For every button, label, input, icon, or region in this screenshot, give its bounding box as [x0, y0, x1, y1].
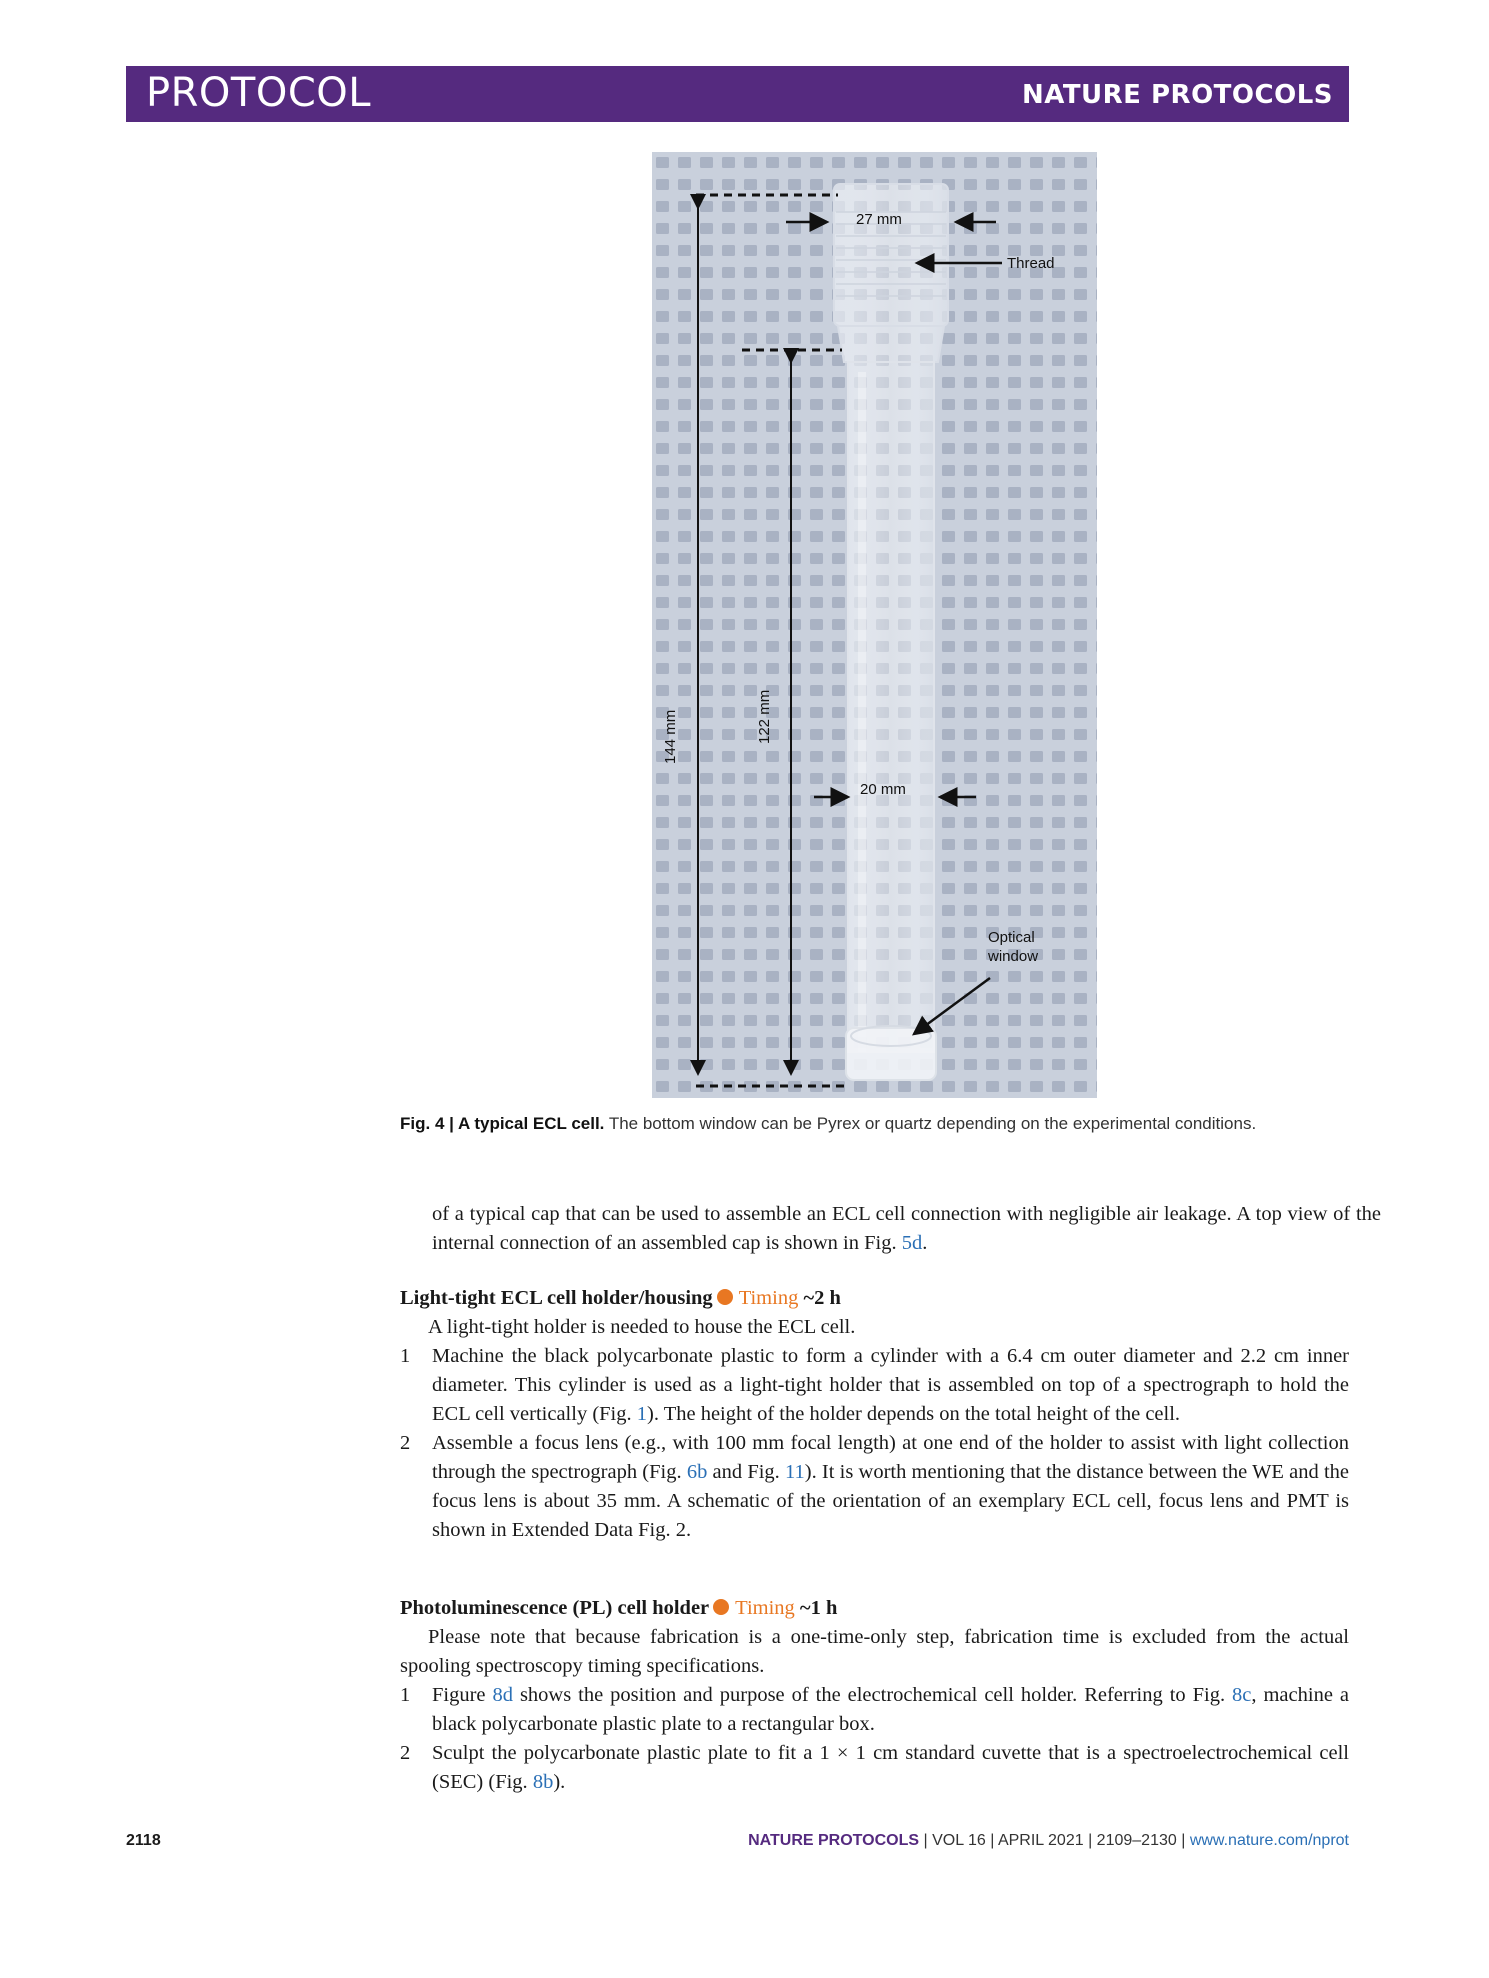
- continuation-text: of a typical cap that can be used to assemble an ECL cell connection with negligible air leakage. A top view of the internal connection of an assembled cap is shown in Fig.: [432, 1203, 1381, 1254]
- section-heading: [400, 1594, 1349, 1623]
- caption-text: The bottom window can be Pyrex or quartz depending on the experimental conditions.: [604, 1114, 1257, 1133]
- fig-ref-1[interactable]: 1: [636, 1403, 647, 1425]
- timing-label: Timing: [735, 1597, 795, 1619]
- label-optical-2: window: [988, 948, 1039, 965]
- step-2: [400, 1429, 1349, 1545]
- section-heading: [400, 1284, 1349, 1313]
- step-text: Machine the black polycarbonate plastic to form a cylinder with a 6.4 cm outer diameter and 2.2 cm inner diameter. This cylinder is used as a light-tight holder that is assembled on top of a spectrograph to hold the ECL cell vertically (Fig.: [432, 1345, 1349, 1425]
- label-144mm: 144 mm: [662, 709, 679, 764]
- caption-label: Fig. 4 | A typical ECL cell.: [400, 1114, 605, 1133]
- continuation-end: .: [922, 1232, 928, 1254]
- journal-name: NATURE PROTOCOLS: [1021, 80, 1333, 110]
- timing-value: ~1 h: [799, 1597, 838, 1619]
- timing-label: Timing: [738, 1287, 799, 1309]
- step-text: Figure: [432, 1684, 493, 1706]
- step-1: [400, 1681, 1349, 1739]
- step-number: 1: [400, 1345, 411, 1367]
- section-title: Light-tight ECL cell holder/housing: [400, 1287, 713, 1309]
- label-thread: Thread: [1007, 255, 1055, 272]
- timing-bullet-icon: [717, 1289, 733, 1305]
- header-banner: [126, 66, 1349, 122]
- label-optical-1: Optical: [988, 929, 1035, 946]
- step-text: ).: [553, 1771, 566, 1793]
- step-text: , machine a black polycarbonate plastic plate to a rectangular box.: [432, 1684, 1349, 1735]
- step-text: ). It is worth mentioning that the distance between the WE and the focus lens is about 35 mm. A schematic of the orientation of an exemplary ECL cell, focus lens and PMT is shown in Extended Data Fig. 2.: [432, 1461, 1349, 1541]
- step-number: 1: [400, 1684, 411, 1706]
- footer-sep: |: [1083, 1832, 1097, 1849]
- label-122mm: 122 mm: [756, 689, 773, 744]
- footer-sep: |: [1176, 1832, 1190, 1849]
- section-pl-cell-holder: [400, 1594, 1349, 1797]
- step-text: Assemble a focus lens (e.g., with 100 mm focal length) at one end of the holder to assist with light collection through the spectrograph (Fig.: [432, 1432, 1349, 1483]
- glass-tube: [834, 184, 948, 1080]
- fig-ref-8b[interactable]: 8b: [532, 1771, 554, 1793]
- step-text: and Fig.: [707, 1461, 785, 1483]
- footer-sep: |: [919, 1832, 933, 1849]
- footer-journal: NATURE PROTOCOLS: [748, 1832, 920, 1849]
- step-text: Sculpt the polycarbonate plastic plate to fit a 1 × 1 cm standard cuvette that is a spectroelectrochemical cell (SEC) (Fig.: [432, 1742, 1349, 1793]
- step-text: ). The height of the holder depends on the total height of the cell.: [647, 1403, 1181, 1425]
- section-label: PROTOCOL: [146, 70, 372, 116]
- label-20mm: 20 mm: [860, 781, 906, 798]
- footer-citation: [748, 1832, 1349, 1850]
- fig-ref-11[interactable]: 11: [785, 1461, 805, 1483]
- page-number: 2118: [126, 1832, 161, 1849]
- fig-ref-6b[interactable]: 6b: [686, 1461, 708, 1483]
- fig-ref-8d[interactable]: 8d: [492, 1684, 513, 1706]
- figure-caption: [400, 1114, 1349, 1134]
- label-27mm: 27 mm: [856, 211, 902, 228]
- footer-pages: 2109–2130: [1096, 1832, 1177, 1849]
- timing-value: ~2 h: [803, 1287, 841, 1309]
- timing-bullet-icon: [713, 1599, 729, 1615]
- fig-ref-8c[interactable]: 8c: [1232, 1684, 1252, 1706]
- step-number: 2: [400, 1432, 411, 1454]
- fig-ref-5d[interactable]: 5d: [901, 1232, 923, 1254]
- step-text: shows the position and purpose of the electrochemical cell holder. Referring to Fig.: [512, 1684, 1233, 1706]
- section-intro: Please note that because fabrication is a one-time-only step, fabrication time is excluded from the actual spooling spectroscopy timing specifications.: [400, 1626, 1349, 1677]
- step-2: [400, 1739, 1349, 1797]
- step-number: 2: [400, 1742, 411, 1764]
- footer-sep: |: [985, 1832, 998, 1849]
- footer-url-link[interactable]: www.nature.com/nprot: [1189, 1832, 1349, 1849]
- footer-date: APRIL 2021: [997, 1832, 1084, 1849]
- section-intro: A light-tight holder is needed to house the ECL cell.: [428, 1316, 856, 1338]
- step-1: [400, 1342, 1349, 1429]
- ecl-cell-photo: [652, 152, 1097, 1098]
- continuation-paragraph: [400, 1200, 1381, 1258]
- footer-volume: VOL 16: [932, 1832, 986, 1849]
- section-title: Photoluminescence (PL) cell holder: [400, 1597, 710, 1619]
- section-light-tight-holder: [400, 1284, 1349, 1545]
